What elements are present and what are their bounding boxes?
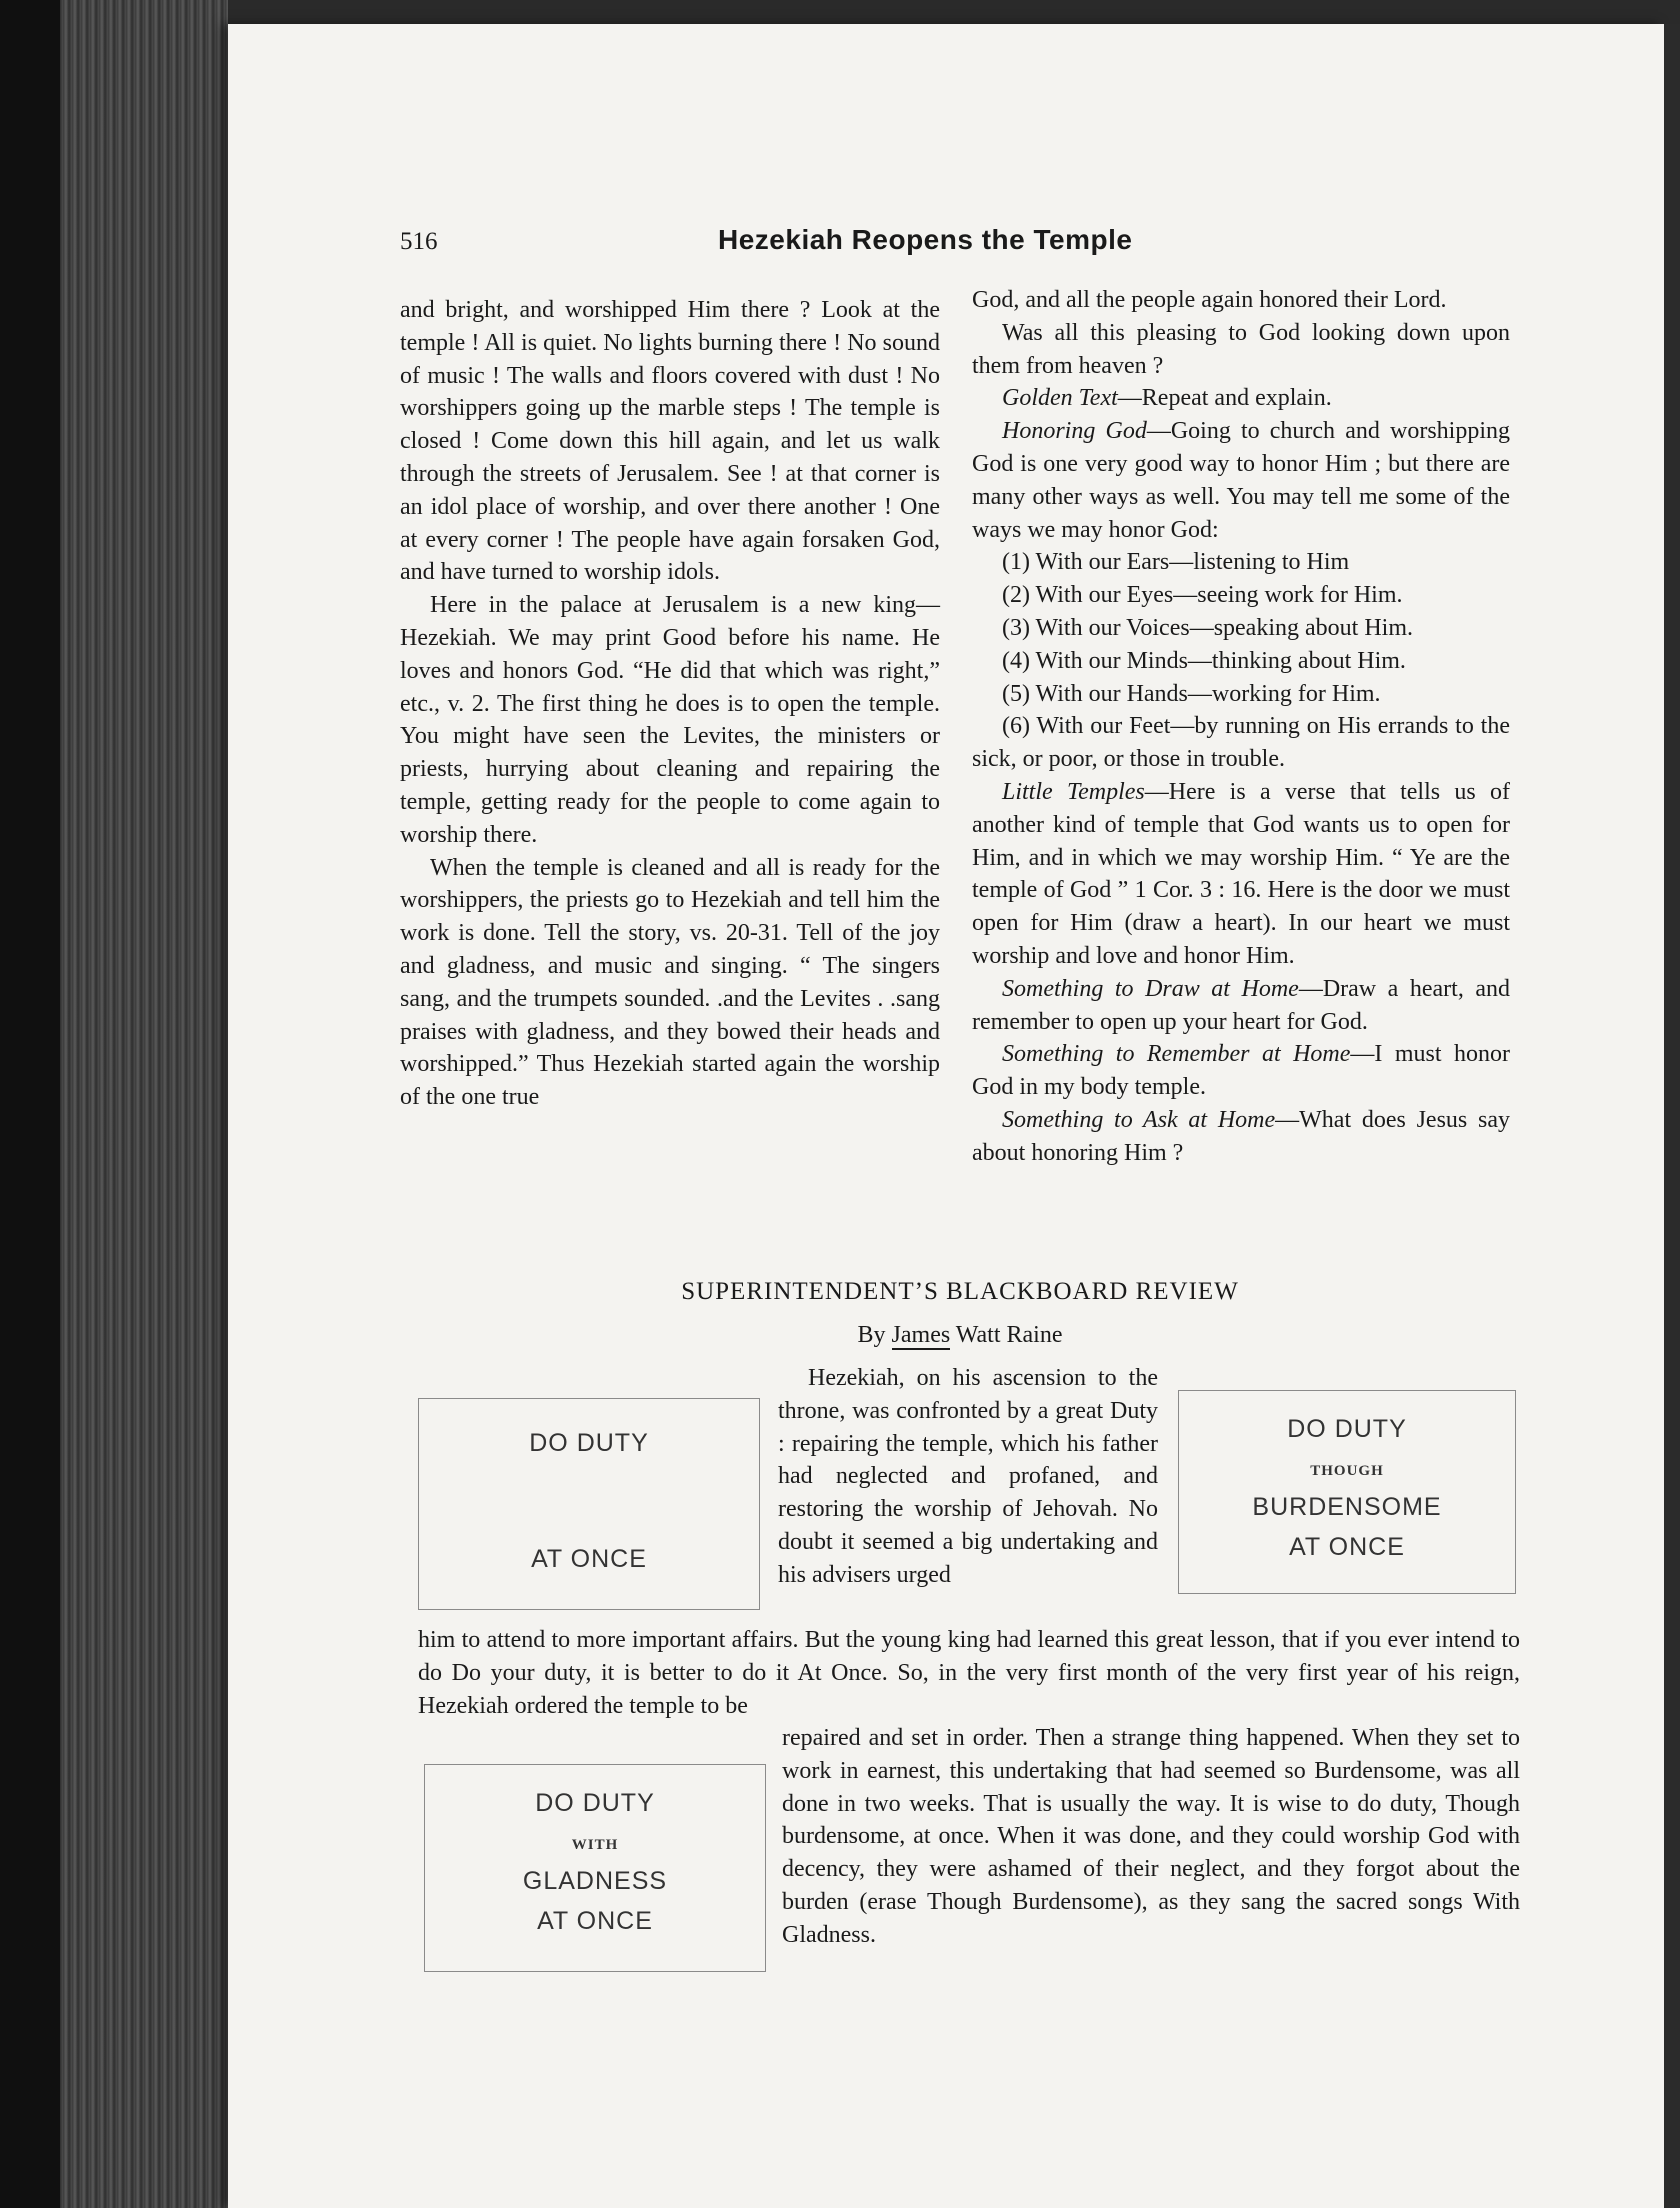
left-column <box>400 294 940 1114</box>
review-byline <box>400 1322 1520 1349</box>
paragraph: Hezekiah, on his ascension to the throne, was confronted by a great Duty : repairing the temple, which his father had neglected and profaned, and restoring the worship of Jehovah. No doubt it seemed a big undertaking and his advisers urged <box>778 1365 1158 1588</box>
running-title: Hezekiah Reopens the Temple <box>718 224 1133 255</box>
board-line: THOUGH <box>1310 1463 1384 1479</box>
paragraph: him to attend to more important affairs. But the young king had learned this great lesson, that if you ever intend to do Do your duty, it is better to do it At Once. So, in the very first month of the very first year of his reign, Hezekiah ordered the temple to be <box>418 1627 1520 1719</box>
review-text-full-width <box>418 1624 1520 1722</box>
paragraph <box>972 1038 1510 1104</box>
list-item: (5) With our Hands—working for Him. <box>1002 680 1381 707</box>
board-line: WITH <box>571 1837 619 1853</box>
section-text: —Draw a heart, and remember to open up your heart for God. <box>972 975 1511 1035</box>
right-column <box>972 284 1510 1170</box>
section-text: —Here is a verse that tells us of another kind of temple that God wants us to open for Him, and in which we may worship Him. “ Ye are the temple of God ” 1 Cor. 3 : 16. Here is the door we must open for Him (draw a heart). In our heart we must worship and love and honor Him. <box>972 778 1510 969</box>
board-line: AT ONCE <box>537 1907 653 1935</box>
section-label: Something to Remember at Home <box>1002 1041 1351 1068</box>
paragraph <box>972 776 1510 973</box>
list-item: (4) With our Minds—thinking about Him. <box>1002 647 1406 674</box>
paragraph: Was all this pleasing to God looking down upon them from heaven ? <box>972 319 1510 379</box>
page-number: 516 <box>400 228 438 255</box>
paragraph <box>972 382 1510 415</box>
review-text-top <box>778 1362 1158 1592</box>
paragraph: God, and all the people again honored their Lord. <box>972 287 1447 313</box>
list-item: (1) With our Ears—listening to Him <box>1002 549 1350 576</box>
page-right-edge <box>1664 24 1680 2208</box>
section-text: —I must honor God in my body temple. <box>972 1041 1510 1101</box>
section-text: —What does Jesus say about honoring Him ? <box>972 1106 1510 1166</box>
board-line: AT ONCE <box>1289 1533 1405 1561</box>
list-item: (6) With our Feet—by running on His errands to the sick, or poor, or those in trouble. <box>972 713 1510 773</box>
section-label: Little Temples <box>1002 778 1145 805</box>
board-line: DO DUTY <box>1287 1415 1407 1443</box>
section-text: —Going to church and worshipping God is one very good way to honor Him ; but there are many other ways as well. You may tell me some of the ways we may honor God: <box>972 418 1510 543</box>
page-header <box>400 224 1520 260</box>
board-line: BURDENSOME <box>1252 1493 1442 1521</box>
section-label: Something to Draw at Home <box>1002 975 1299 1002</box>
byline-first-name: James <box>891 1322 951 1348</box>
blackboard-panel-3 <box>424 1764 766 1972</box>
review-title: SUPERINTENDENT’S BLACKBOARD REVIEW <box>681 1278 1239 1305</box>
paragraph: repaired and set in order. Then a strange thing happened. When they set to work in earnest, this undertaking that had seemed so Burdensome, was all done in two weeks. That is usually the way. It is wise to do duty, Though burdensome, at once. When it was done, and they could worship God with decency, they were ashamed of their neglect, and they forgot about the burden (erase Though Burdensome), as they sang the sacred songs With Gladness. <box>782 1725 1520 1948</box>
section-label: Golden Text <box>1002 385 1118 412</box>
blackboard-panel-1 <box>418 1398 760 1610</box>
paragraph: Here in the palace at Jerusalem is a new king—Hezekiah. We may print Good before his name. He loves and honors God. “He did that which was right,” etc., v. 2. The first thing he does is to open the temple. You might have seen the Levites, the ministers or priests, hurrying about cleaning and repairing the temple, getting ready for the people to come again to worship there. <box>400 592 940 848</box>
board-line: DO DUTY <box>529 1429 649 1457</box>
list-item: (2) With our Eyes—seeing work for Him. <box>1002 582 1403 609</box>
section-label: Something to Ask at Home <box>1002 1106 1276 1133</box>
board-line: GLADNESS <box>522 1867 668 1895</box>
paragraph <box>972 973 1510 1039</box>
book-spine-shadow <box>0 0 60 2208</box>
section-label: Honoring God <box>1002 418 1147 445</box>
section-text: —Repeat and explain. <box>1117 385 1332 412</box>
blackboard-panel-2 <box>1178 1390 1516 1594</box>
list-item: (3) With our Voices—speaking about Him. <box>1002 614 1413 641</box>
byline-rest: Watt Raine <box>955 1322 1063 1348</box>
board-line: DO DUTY <box>535 1789 655 1817</box>
paragraph <box>972 415 1510 546</box>
paragraph: When the temple is cleaned and all is ready for the worshippers, the priests go to Hezekiah and tell him the work is done. Tell the story, vs. 20-31. Tell of the joy and gladness, and music and singing. “ The singers sang, and the trumpets sounded. .and the Levites . .sang praises with gladness, and they bowed their heads and worshipped.” Thus Hezekiah started again the worship of the one true <box>400 854 940 1111</box>
paragraph: and bright, and worshipped Him there ? Look at the temple ! All is quiet. No lights burning there ! No sound of music ! The walls and floors covered with dust ! No worshippers going up the marble steps ! The temple is closed ! Come down this hill again, and let us walk through the streets of Jerusalem. See ! at that corner is an idol place of worship, and over there another ! One at every corner ! The people have again forsaken God, and have turned to worship idols. <box>400 297 940 586</box>
review-text-bottom <box>782 1722 1520 1952</box>
board-line: AT ONCE <box>531 1545 647 1573</box>
byline-prefix: By <box>857 1322 886 1348</box>
paragraph <box>972 1104 1510 1170</box>
